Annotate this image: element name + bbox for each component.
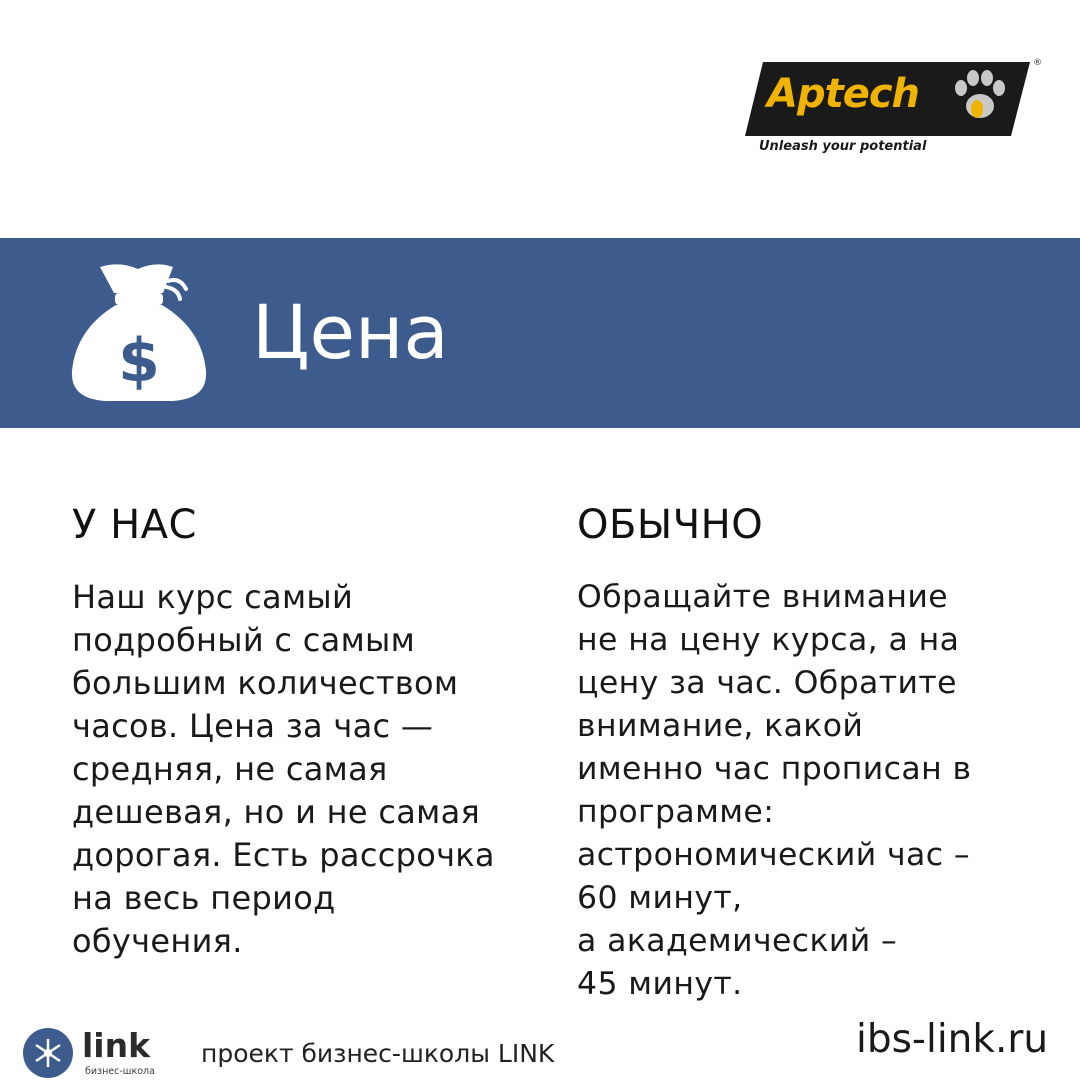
registered-mark: ®	[1033, 58, 1042, 68]
column-heading-usually: ОБЫЧНО	[577, 502, 764, 548]
svg-text:$: $	[118, 326, 160, 396]
page-title: Цена	[252, 290, 449, 376]
aptech-tagline: Unleash your potential	[759, 139, 927, 154]
link-logo	[22, 1024, 172, 1080]
column-us	[72, 500, 512, 963]
column-text-us: Наш курс самый подробный с самым большим количеством часов. Цена за час — средняя, не самая дешевая, но и не самая дорогая. Есть рассрочка на весь период обучения.	[72, 578, 495, 960]
aptech-wordmark: Aptech	[767, 71, 920, 117]
column-usually	[577, 500, 1027, 1006]
link-subtitle: бизнес-школа	[85, 1066, 155, 1077]
column-text-usually: Обращайте внимание не на цену курса, а на цену за час. Обратите внимание, какой именно час прописан в программе: астрономический час – 60 минут, а академический – 45 минут.	[577, 579, 972, 1002]
footer-project-text: проект бизнес-школы LINK	[201, 1039, 555, 1068]
header-band	[0, 238, 1080, 428]
footer-site-link[interactable]: ibs-link.ru	[856, 1017, 1049, 1062]
paw-icon	[950, 68, 1008, 126]
column-heading-us: У НАС	[72, 502, 197, 548]
aptech-logo	[745, 58, 1045, 158]
money-bag-icon	[68, 259, 210, 409]
link-wordmark: link	[82, 1026, 151, 1065]
link-emblem-icon	[22, 1027, 74, 1079]
